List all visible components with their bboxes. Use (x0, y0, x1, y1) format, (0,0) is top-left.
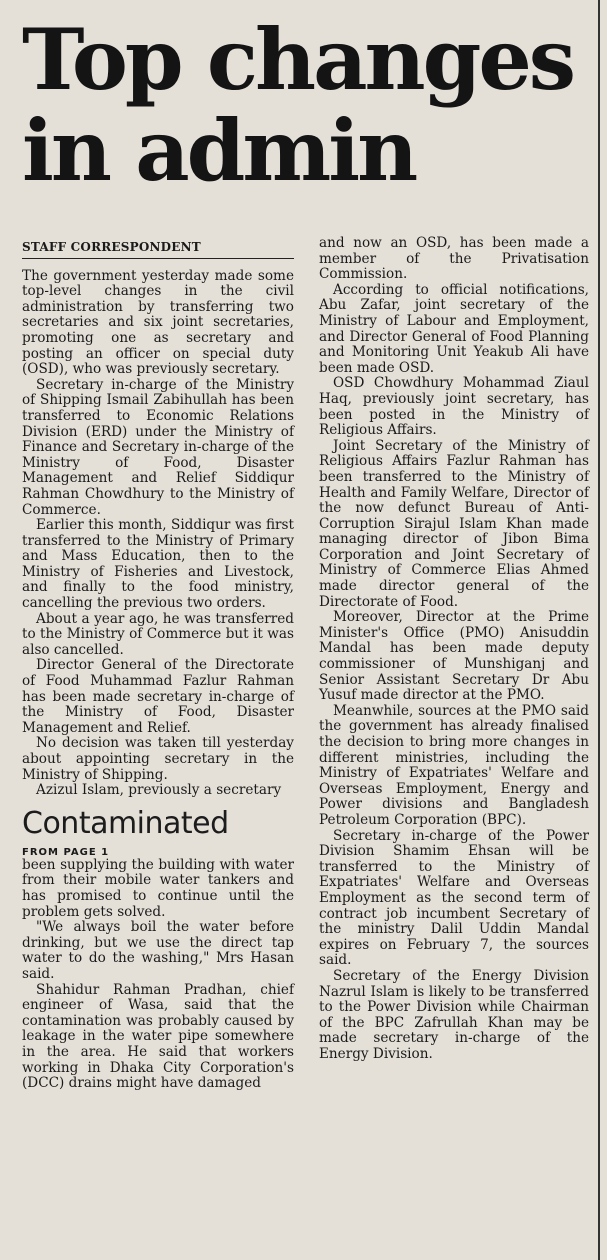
headline-line-2: in admin (22, 101, 416, 200)
article-paragraph: The government yesterday made some top-level changes in the civil administration by transferring two secretaries and six joint secretaries, promoting one as secretary and posting an officer on special duty (OSD), who was previously secretary. (22, 267, 294, 378)
article-paragraph: Earlier this month, Siddiqur was first transferred to the Ministry of Primary and Mass Education, then to the Ministry of Fisheries and Livestock, and finally to the food ministry, cancelling the previous two orders. (22, 517, 294, 612)
byline: STAFF CORRESPONDENT (22, 240, 294, 259)
article-paragraph: Director General of the Directorate of Food Muhammad Fazlur Rahman has been made secretary in-charge of the Ministry of Food, Disaster Management and Relief. (22, 657, 294, 736)
article-paragraph: OSD Chowdhury Mohammad Ziaul Haq, previously joint secretary, has been posted in the Ministry of Religious Affairs. (319, 375, 589, 439)
article-paragraph: Meanwhile, sources at the PMO said the government has already finalised the decision to bring more changes in different ministries, including the Ministry of Expatriates' Welfare and Overseas Employment, Energy and Power divisions and Bangladesh Petroleum Corporation (BPC). (319, 702, 589, 828)
article-paragraph: Joint Secretary of the Ministry of Religious Affairs Fazlur Rahman has been transferred to the Ministry of Health and Family Welfare, Director of the now defunct Bureau of Anti-Corruption Sirajul Islam Khan made managing director of Jibon Bima Corporation and Joint Secretary of Ministry of Commerce Elias Ahmed made director general of the Directorate of Food. (319, 437, 589, 610)
article-paragraph: "We always boil the water before drinking, but we use the direct tap water to do the washing," Mrs Hasan said. (22, 919, 294, 982)
article-paragraph: Secretary in-charge of the Ministry of Shipping Ismail Zabihullah has been transferred to Economic Relations Division (ERD) under the Ministry of Finance and Secretary in-charge of the Ministry of Food, Disaster Management and Relief Siddiqur Rahman Chowdhury to the Ministry of Commerce. (22, 376, 294, 518)
article-paragraph: Shahidur Rahman Pradhan, chief engineer of Wasa, said that the contamination was probably caused by leakage in the water pipe somewhere in the area. He said that workers working in Dhaka City Corporation's (DCC) drains might have damaged (22, 981, 294, 1092)
article-paragraph: Moreover, Director at the Prime Minister's Office (PMO) Anisuddin Mandal has been made deputy commissioner of Munshiganj and Senior Assistant Secretary Dr Abu Yusuf made director at the PMO. (319, 609, 589, 704)
article-paragraph: Azizul Islam, previously a secretary (36, 782, 282, 799)
article-paragraph: and now an OSD, has been made a member of the Privatisation Commission. (319, 235, 589, 283)
article-paragraph: Secretary in-charge of the Power Division Shamim Ehsan will be transferred to the Ministry of Expatriates' Welfare and Overseas Employment as the second term of contract job incumbent Secretary of the ministry Dalil Uddin Mandal expires on February 7, the sources said. (319, 827, 589, 969)
right-column (319, 236, 589, 1062)
article-paragraph: About a year ago, he was transferred to the Ministry of Commerce but it was also cancelled. (22, 610, 294, 658)
article-paragraph: been supplying the building with water from their mobile water tankers and has promised to continue until the problem gets solved. (22, 856, 294, 920)
article-paragraph: No decision was taken till yesterday about appointing secretary in the Ministry of Shipping. (22, 735, 294, 783)
headline-line-1: Top changes (22, 10, 574, 109)
left-column (22, 240, 294, 1092)
column-rule (598, 0, 600, 1260)
contaminated-headline: Contaminated (22, 805, 229, 841)
article-paragraph: According to official notifications, Abu Zafar, joint secretary of the Ministry of Labour and Employment, and Director General of Food Planning and Monitoring Unit Yeakub Ali have been made OSD. (319, 281, 589, 376)
headline (22, 10, 597, 200)
from-page-label: FROM PAGE 1 (22, 846, 110, 858)
article-paragraph: Secretary of the Energy Division Nazrul Islam is likely to be transferred to the Power Division while Chairman of the BPC Zafrullah Khan may be made secretary in-charge of the Energy Division. (319, 967, 589, 1062)
